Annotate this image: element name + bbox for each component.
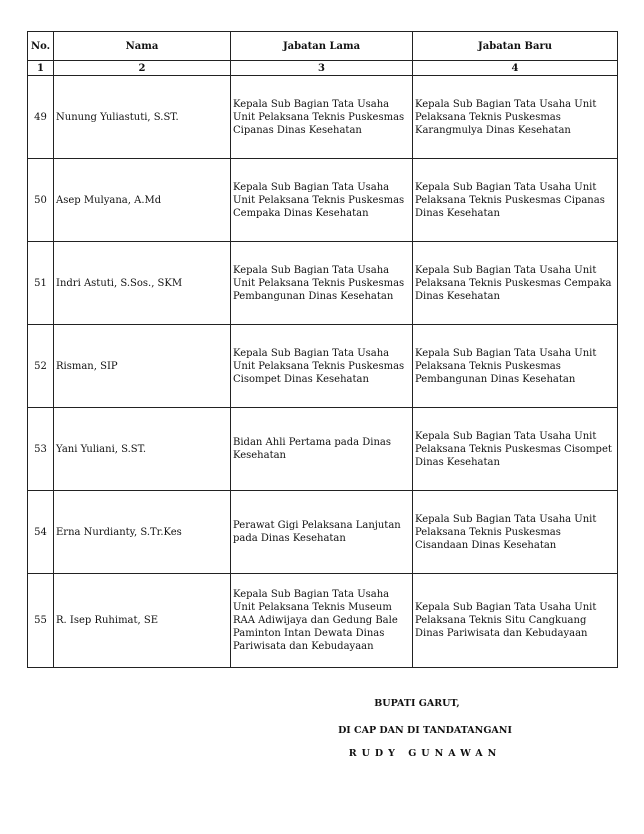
row-nama: Risman, SIP [54, 325, 231, 408]
row-number: 51 [28, 242, 54, 325]
column-number-row [28, 61, 618, 76]
row-number: 54 [28, 491, 54, 574]
row-number: 53 [28, 408, 54, 491]
column-number: 4 [413, 61, 618, 76]
row-nama: Indri Astuti, S.Sos., SKM [54, 242, 231, 325]
mutation-table [27, 31, 618, 668]
table-row [28, 242, 618, 325]
column-number: 2 [54, 61, 231, 76]
row-jabatan-lama: Kepala Sub Bagian Tata Usaha Unit Pelaksana Teknis Puskesmas Cisompet Dinas Kesehatan [231, 325, 413, 408]
table-row [28, 491, 618, 574]
row-jabatan-baru: Kepala Sub Bagian Tata Usaha Unit Pelaksana Teknis Puskesmas Pembangunan Dinas Kesehatan [413, 325, 618, 408]
row-jabatan-lama: Perawat Gigi Pelaksana Lanjutan pada Dinas Kesehatan [231, 491, 413, 574]
column-number: 1 [28, 61, 54, 76]
row-jabatan-baru: Kepala Sub Bagian Tata Usaha Unit Pelaksana Teknis Puskesmas Karangmulya Dinas Kesehatan [413, 76, 618, 159]
row-number: 50 [28, 159, 54, 242]
row-jabatan-lama: Kepala Sub Bagian Tata Usaha Unit Pelaksana Teknis Puskesmas Cipanas Dinas Kesehatan [231, 76, 413, 159]
row-nama: Nunung Yuliastuti, S.ST. [54, 76, 231, 159]
row-number: 55 [28, 574, 54, 668]
table-header-row [28, 32, 618, 61]
row-jabatan-lama: Bidan Ahli Pertama pada Dinas Kesehatan [231, 408, 413, 491]
row-jabatan-lama: Kepala Sub Bagian Tata Usaha Unit Pelaksana Teknis Museum RAA Adiwijaya dan Gedung Bale Paminton Intan Dewata Dinas Pariwisata dan Kebudayaan [231, 574, 413, 668]
table-row [28, 325, 618, 408]
row-jabatan-baru: Kepala Sub Bagian Tata Usaha Unit Pelaksana Teknis Puskesmas Cempaka Dinas Kesehatan [413, 242, 618, 325]
header-jabatan-baru: Jabatan Baru [413, 32, 618, 61]
table-row [28, 408, 618, 491]
row-jabatan-lama: Kepala Sub Bagian Tata Usaha Unit Pelaksana Teknis Puskesmas Cempaka Dinas Kesehatan [231, 159, 413, 242]
row-nama: Erna Nurdianty, S.Tr.Kes [54, 491, 231, 574]
row-jabatan-baru: Kepala Sub Bagian Tata Usaha Unit Pelaksana Teknis Puskesmas Cipanas Dinas Kesehatan [413, 159, 618, 242]
row-jabatan-lama: Kepala Sub Bagian Tata Usaha Unit Pelaksana Teknis Puskesmas Pembangunan Dinas Kesehatan [231, 242, 413, 325]
row-jabatan-baru: Kepala Sub Bagian Tata Usaha Unit Pelaksana Teknis Puskesmas Cisompet Dinas Kesehatan [413, 408, 618, 491]
table-row [28, 76, 618, 159]
row-nama: R. Isep Ruhimat, SE [54, 574, 231, 668]
header-no: No. [28, 32, 54, 61]
header-nama: Nama [54, 32, 231, 61]
table-row [28, 159, 618, 242]
row-number: 52 [28, 325, 54, 408]
signature-stamp-note: DI CAP DAN DI TANDATANGANI [338, 725, 512, 736]
row-nama: Yani Yuliani, S.ST. [54, 408, 231, 491]
signature-name: RUDY GUNAWAN [348, 748, 502, 759]
table-row [28, 574, 618, 668]
column-number: 3 [231, 61, 413, 76]
row-nama: Asep Mulyana, A.Md [54, 159, 231, 242]
row-jabatan-baru: Kepala Sub Bagian Tata Usaha Unit Pelaksana Teknis Puskesmas Cisandaan Dinas Kesehatan [413, 491, 618, 574]
header-jabatan-lama: Jabatan Lama [231, 32, 413, 61]
row-number: 49 [28, 76, 54, 159]
row-jabatan-baru: Kepala Sub Bagian Tata Usaha Unit Pelaksana Teknis Situ Cangkuang Dinas Pariwisata dan Kebudayaan [413, 574, 618, 668]
signature-title: BUPATI GARUT, [374, 698, 460, 709]
